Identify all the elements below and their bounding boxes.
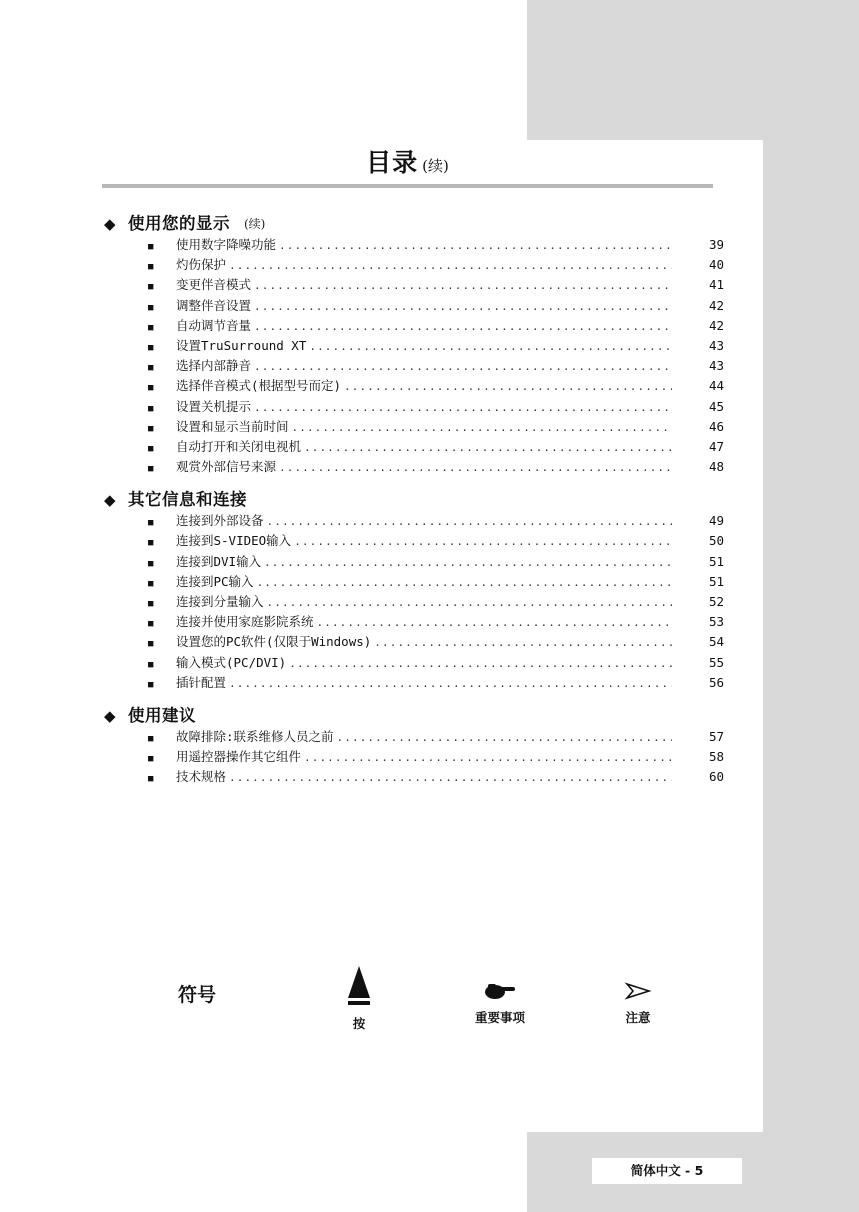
toc-entry[interactable] bbox=[104, 531, 724, 551]
square-bullet-icon: ■ bbox=[148, 538, 154, 549]
toc-page-number: 49 bbox=[708, 513, 724, 529]
square-bullet-icon: ■ bbox=[148, 754, 154, 765]
toc-entry[interactable] bbox=[104, 397, 724, 417]
toc-entry[interactable] bbox=[104, 552, 724, 572]
toc-entry[interactable] bbox=[104, 417, 724, 437]
symbol-note bbox=[608, 978, 668, 1026]
dot-leader bbox=[317, 613, 672, 633]
dot-leader bbox=[229, 256, 672, 276]
toc-section-title: 其它信息和连接 bbox=[128, 490, 247, 510]
toc-entry-title: 设置您的PC软件(仅限于Windows) bbox=[176, 634, 372, 650]
symbol-important bbox=[460, 978, 540, 1026]
toc-entry[interactable] bbox=[104, 316, 724, 336]
dot-leader bbox=[254, 398, 672, 418]
toc-page-number: 41 bbox=[708, 277, 724, 293]
toc-entry[interactable] bbox=[104, 572, 724, 592]
square-bullet-icon: ■ bbox=[148, 619, 154, 630]
toc-entry[interactable] bbox=[104, 747, 724, 767]
square-bullet-icon: ■ bbox=[148, 342, 154, 353]
toc-entry[interactable] bbox=[104, 673, 724, 693]
square-bullet-icon: ■ bbox=[148, 558, 154, 569]
toc-section-continued: (续) bbox=[244, 217, 266, 231]
dot-leader bbox=[264, 553, 672, 573]
toc-entry-title: 使用数字降噪功能 bbox=[176, 237, 277, 252]
toc-entry-title: 调整伴音设置 bbox=[176, 297, 252, 313]
toc-page-number: 42 bbox=[708, 317, 724, 333]
toc-entry[interactable] bbox=[104, 336, 724, 356]
toc-entry-title: 连接到S-VIDEO输入 bbox=[176, 533, 292, 549]
toc-entry[interactable] bbox=[104, 437, 724, 457]
toc-entry[interactable] bbox=[104, 612, 724, 632]
square-bullet-icon: ■ bbox=[148, 322, 154, 333]
square-bullet-icon: ■ bbox=[148, 774, 154, 785]
square-bullet-icon: ■ bbox=[148, 423, 154, 434]
toc-entry-title: 连接到外部设备 bbox=[176, 513, 264, 529]
toc-entry-title: 技术规格 bbox=[176, 769, 227, 785]
dot-leader bbox=[267, 593, 672, 613]
dot-leader bbox=[344, 377, 672, 397]
toc-entry[interactable] bbox=[104, 356, 724, 376]
dot-leader bbox=[279, 236, 672, 256]
toc-entry-title: 设置关机提示 bbox=[176, 398, 252, 414]
diamond-bullet-icon: ◆ bbox=[104, 215, 116, 233]
toc-page-number: 52 bbox=[708, 594, 724, 609]
square-bullet-icon: ■ bbox=[148, 262, 154, 273]
dot-leader bbox=[267, 512, 672, 532]
toc-entry-title: 设置TruSurround XT bbox=[176, 337, 307, 353]
toc-page-number: 47 bbox=[708, 438, 724, 454]
dot-leader bbox=[254, 357, 672, 377]
toc-page-number: 48 bbox=[708, 459, 724, 475]
toc-entry[interactable] bbox=[104, 767, 724, 787]
toc-entry-title: 用遥控器操作其它组件 bbox=[176, 749, 302, 765]
dot-leader bbox=[304, 438, 672, 458]
toc-entry-title: 连接到DVI输入 bbox=[176, 553, 262, 569]
toc-entry-title: 连接到分量输入 bbox=[176, 594, 264, 609]
toc-entry[interactable] bbox=[104, 653, 724, 673]
square-bullet-icon: ■ bbox=[148, 733, 154, 744]
toc-entry-title: 连接到PC输入 bbox=[176, 573, 254, 589]
toc-page-number: 39 bbox=[708, 237, 724, 252]
toc-entry[interactable] bbox=[104, 511, 724, 531]
toc-page-number: 54 bbox=[708, 634, 724, 650]
toc-entry-title: 故障排除:联系维修人员之前 bbox=[176, 728, 334, 744]
square-bullet-icon: ■ bbox=[148, 518, 154, 529]
toc-page-number: 45 bbox=[708, 398, 724, 414]
square-bullet-icon: ■ bbox=[148, 578, 154, 589]
toc-page-number: 40 bbox=[708, 257, 724, 273]
square-bullet-icon: ■ bbox=[148, 443, 154, 454]
toc-page-number: 43 bbox=[708, 337, 724, 353]
toc-entry[interactable] bbox=[104, 235, 724, 255]
title-continued: (续) bbox=[422, 157, 449, 175]
title-divider bbox=[102, 184, 713, 188]
toc-page-number: 60 bbox=[708, 769, 724, 785]
toc-entry-title: 变更伴音模式 bbox=[176, 277, 252, 293]
toc-entry-title: 选择内部静音 bbox=[176, 358, 252, 374]
dot-leader bbox=[229, 768, 672, 788]
toc-section-heading bbox=[104, 489, 724, 511]
page-title bbox=[0, 143, 815, 179]
toc-entry-title: 观赏外部信号来源 bbox=[176, 459, 277, 475]
toc-entry[interactable] bbox=[104, 275, 724, 295]
toc-section-heading bbox=[104, 213, 724, 235]
toc-page-number: 51 bbox=[708, 573, 724, 589]
symbols-label: 符号 bbox=[178, 984, 217, 1006]
toc-entry-title: 选择伴音模式(根据型号而定) bbox=[176, 378, 342, 394]
page-footer-label: 简体中文 - 5 bbox=[592, 1158, 742, 1184]
toc-page-number: 56 bbox=[708, 674, 724, 690]
arrow-right-icon bbox=[623, 978, 653, 1002]
dot-leader bbox=[374, 633, 672, 653]
symbol-note-caption: 注意 bbox=[625, 1010, 651, 1025]
toc-section-title: 使用建议 bbox=[128, 705, 196, 725]
pointing-hand-icon bbox=[482, 978, 518, 1002]
toc-entry[interactable] bbox=[104, 296, 724, 316]
toc-entry[interactable] bbox=[104, 457, 724, 477]
dot-leader bbox=[337, 728, 672, 748]
dot-leader bbox=[254, 297, 672, 317]
square-bullet-icon: ■ bbox=[148, 383, 154, 394]
toc-page-number: 53 bbox=[708, 614, 724, 630]
square-bullet-icon: ■ bbox=[148, 659, 154, 670]
diamond-bullet-icon: ◆ bbox=[104, 706, 116, 725]
dot-leader bbox=[304, 748, 672, 768]
toc-entry-title: 自动调节音量 bbox=[176, 317, 252, 333]
toc-entry-title: 灼伤保护 bbox=[176, 257, 227, 273]
press-icon bbox=[345, 964, 373, 1008]
dot-leader bbox=[292, 418, 672, 438]
toc-page-number: 44 bbox=[708, 378, 724, 394]
toc-page-number: 55 bbox=[708, 654, 724, 670]
toc-entry-title: 自动打开和关闭电视机 bbox=[176, 438, 302, 454]
toc-section-title: 使用您的显示 bbox=[128, 214, 230, 233]
dot-leader bbox=[294, 532, 672, 552]
square-bullet-icon: ■ bbox=[148, 242, 154, 252]
symbols-legend bbox=[0, 960, 859, 1040]
diamond-bullet-icon: ◆ bbox=[104, 491, 116, 510]
symbol-press-caption: 按 bbox=[352, 1016, 366, 1031]
toc-page-number: 57 bbox=[708, 728, 724, 744]
toc-page-number: 51 bbox=[708, 553, 724, 569]
toc-page-number: 43 bbox=[708, 358, 724, 374]
toc-section bbox=[104, 489, 724, 693]
square-bullet-icon: ■ bbox=[148, 403, 154, 414]
toc-entry-title: 设置和显示当前时间 bbox=[176, 418, 289, 434]
symbol-important-caption: 重要事项 bbox=[474, 1010, 525, 1025]
square-bullet-icon: ■ bbox=[148, 679, 154, 690]
square-bullet-icon: ■ bbox=[148, 599, 154, 609]
dot-leader bbox=[257, 573, 672, 593]
square-bullet-icon: ■ bbox=[148, 639, 154, 650]
square-bullet-icon: ■ bbox=[148, 464, 154, 475]
toc-entry-title: 输入模式(PC/DVI) bbox=[176, 654, 287, 670]
toc-entry-title: 连接并使用家庭影院系统 bbox=[176, 614, 314, 630]
toc-entry[interactable] bbox=[104, 592, 724, 612]
toc-section-heading bbox=[104, 705, 724, 727]
toc-entry[interactable] bbox=[104, 376, 724, 396]
toc-page-number: 46 bbox=[708, 418, 724, 434]
square-bullet-icon: ■ bbox=[148, 282, 154, 293]
dot-leader bbox=[289, 654, 672, 674]
toc-section bbox=[104, 705, 724, 788]
toc-section bbox=[104, 213, 724, 477]
dot-leader bbox=[309, 337, 672, 357]
dot-leader bbox=[229, 674, 672, 694]
toc-entry[interactable] bbox=[104, 632, 724, 652]
dot-leader bbox=[254, 317, 672, 337]
toc-page-number: 42 bbox=[708, 297, 724, 313]
toc-page-number: 50 bbox=[708, 533, 724, 549]
toc-page-number: 58 bbox=[708, 749, 724, 765]
dot-leader bbox=[279, 458, 672, 478]
toc-entry-title: 插针配置 bbox=[176, 674, 227, 690]
title-main: 目录 bbox=[366, 148, 419, 177]
square-bullet-icon: ■ bbox=[148, 363, 154, 374]
square-bullet-icon: ■ bbox=[148, 302, 154, 313]
toc-entry[interactable] bbox=[104, 727, 724, 747]
symbol-press bbox=[331, 964, 387, 1032]
dot-leader bbox=[254, 276, 672, 296]
table-of-contents bbox=[104, 213, 724, 788]
toc-entry[interactable] bbox=[104, 255, 724, 275]
